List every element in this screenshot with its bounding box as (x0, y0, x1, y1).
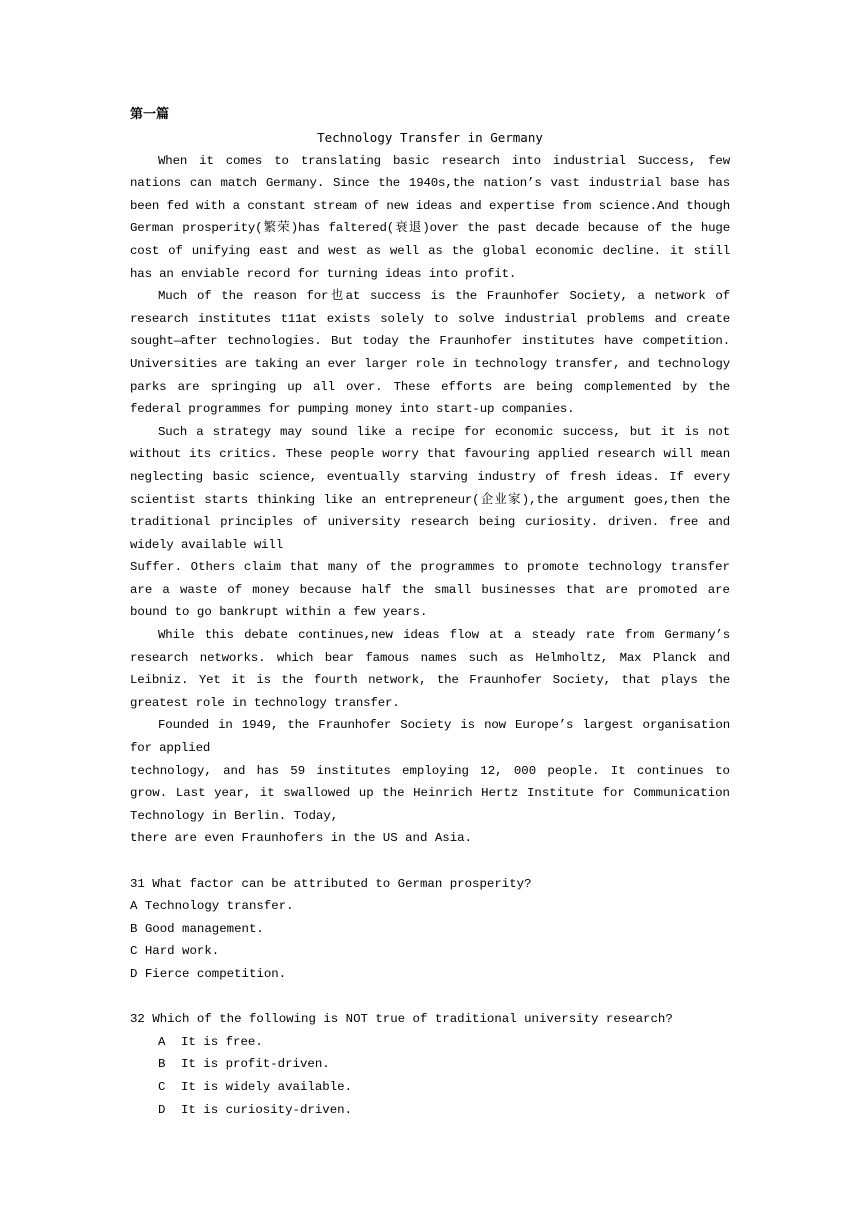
question-option (130, 1099, 730, 1122)
option-letter: B (158, 1057, 166, 1072)
question-31 (130, 873, 730, 986)
option-text: Technology transfer. (144, 899, 294, 914)
option-letter: B (130, 921, 138, 936)
option-text: It is widely available. (181, 1079, 353, 1094)
option-text: Good management. (144, 921, 264, 936)
paragraph-3: Such a strategy may sound like a recipe for economic success, but it is not without its critics. These people worry that favouring applied research will mean neglecting basic science, eventually starving industry of fresh ideas. If every scientist starts thinking like an entrepreneur(企业家),the argument goes,then the traditional principles of university research being curiosity. driven. free and widely available will (130, 424, 730, 552)
option-text: It is profit-driven. (181, 1057, 330, 1072)
paragraph-5: Founded in 1949, the Fraunhofer Society is now Europe’s largest organisation for applied (130, 718, 730, 756)
paragraph-5-last-line: there are even Fraunhofers in the US and Asia. (130, 831, 473, 846)
paragraph-1: When it comes to translating basic research into industrial Success, few nations can match Germany. Since the 1940s,the nation’s vast industrial base has been fed with a constant stream of new ideas and expertise from science.And though German prosperity(繁荣)has faltered(衰退)over the past decade because of the huge cost of unifying east and west as well as the global economic decline. it still has an enviable record for turning ideas into profit. (130, 153, 730, 281)
question-option (130, 1031, 730, 1054)
paragraph-2: Much of the reason for也at success is the Fraunhofer Society, a network of research institutes t11at exists solely to solve industrial problems and create sought—after technologies. But today the Fraunhofer institutes have competition. Universities are taking an ever larger role in technology transfer, and technology parks are springing up all over. These efforts are being complemented by the federal programmes for pumping money into start-up companies. (130, 289, 730, 417)
question-option (130, 895, 730, 918)
option-letter: A (158, 1034, 166, 1049)
spacer (130, 850, 730, 873)
paragraph-5-continuation: technology, and has 59 institutes employing 12, 000 people. It continues to grow. Last year, it swallowed up the Heinrich Hertz Institute for Communication Technology in Berlin. Today, (130, 763, 738, 823)
question-stem: 32 Which of the following is NOT true of traditional university research? (130, 1012, 673, 1027)
document-page (130, 104, 738, 1121)
article-title: Technology Transfer in Germany (317, 130, 543, 145)
option-text: Hard work. (144, 944, 220, 959)
paragraph-3-continuation: Suffer. Others claim that many of the programmes to promote technology transfer are a waste of money because half the small businesses that are promoted are bound to go bankrupt within a few years. (130, 560, 738, 620)
question-option (130, 1053, 730, 1076)
option-text: Fierce competition. (144, 966, 287, 981)
question-32 (130, 1008, 730, 1121)
option-letter: C (158, 1079, 166, 1094)
question-option (130, 918, 730, 941)
section-label: 第一篇 (130, 107, 170, 122)
option-letter: D (158, 1102, 166, 1117)
question-option (130, 963, 730, 986)
spacer (130, 986, 730, 1009)
question-stem: 31 What factor can be attributed to German prosperity? (130, 876, 532, 891)
question-option (130, 940, 730, 963)
option-text: It is free. (181, 1034, 263, 1049)
option-letter: C (130, 944, 138, 959)
option-letter: D (130, 966, 138, 981)
question-option (130, 1076, 730, 1099)
option-text: It is curiosity-driven. (181, 1102, 353, 1117)
paragraph-4: While this debate continues,new ideas flow at a steady rate from Germany’s research networks. which bear famous names such as Helmholtz, Max Planck and Leibniz. Yet it is the fourth network, the Fraunhofer Society, that plays the greatest role in technology transfer. (130, 628, 730, 710)
option-letter: A (130, 899, 138, 914)
